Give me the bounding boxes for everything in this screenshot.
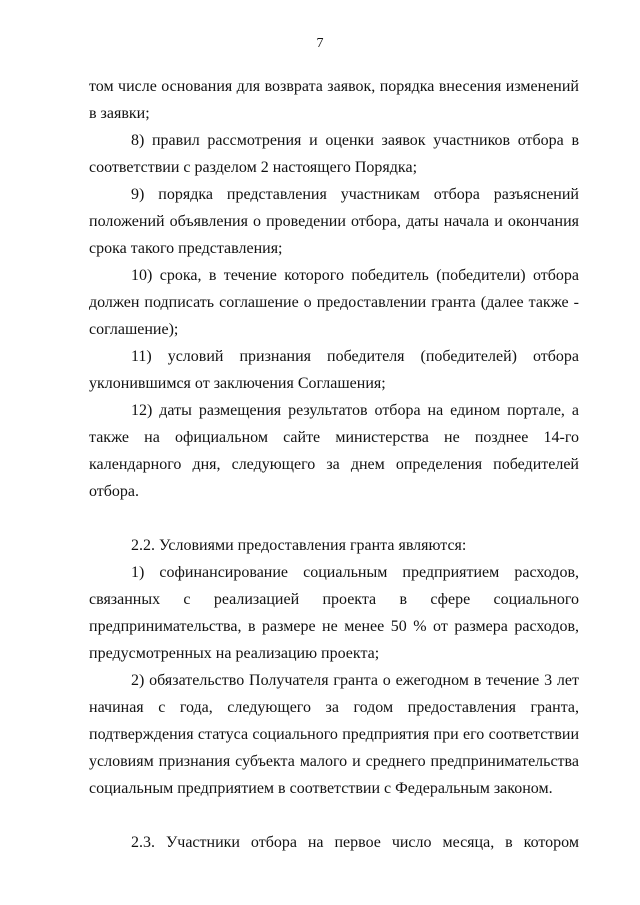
section-gap — [89, 505, 579, 532]
section-heading-2-3: 2.3. Участники отбора на первое число месяца, в котором — [131, 834, 579, 851]
page-number: 7 — [316, 36, 324, 51]
paragraph-item-9: 9) порядка представления участникам отбора разъяснений положений объявления о проведении отбора, даты начала и окончания срока такого представления; — [89, 186, 579, 257]
paragraph-condition-1: 1) софинансирование социальным предприятием расходов, связанных с реализацией проекта в сфере социального предпринимательства, в размере не менее 50 % от размера расходов, предусмотренных на реализацию проекта; — [89, 564, 579, 662]
paragraph-item-11: 11) условий признания победителя (победителей) отбора уклонившимся от заключения Соглашения; — [89, 348, 579, 392]
section-heading-2-2: 2.2. Условиями предоставления гранта являются: — [131, 537, 467, 554]
section-gap — [89, 802, 579, 829]
paragraph-item-12: 12) даты размещения результатов отбора на едином портале, а также на официальном сайте министерства не позднее 14-го календарного дня, следующего за днем определения победителей отбора. — [89, 402, 579, 500]
paragraph-condition-2: 2) обязательство Получателя гранта о ежегодном в течение 3 лет начиная с года, следующего за годом предоставления гранта, подтверждения статуса социального предприятия при его соответствии условиям признания субъекта малого и среднего предпринимательства социальным предприятием в соответствии с Федеральным законом. — [89, 672, 579, 797]
paragraph-continuation: том числе основания для возврата заявок, порядка внесения изменений в заявки; — [89, 78, 579, 122]
paragraph-item-10: 10) срока, в течение которого победитель (победители) отбора должен подписать соглашение о предоставлении гранта (далее также - соглашение); — [89, 267, 579, 338]
paragraph-item-8: 8) правил рассмотрения и оценки заявок участников отбора в соответствии с разделом 2 настоящего Порядка; — [89, 132, 579, 176]
document-body — [89, 73, 579, 856]
